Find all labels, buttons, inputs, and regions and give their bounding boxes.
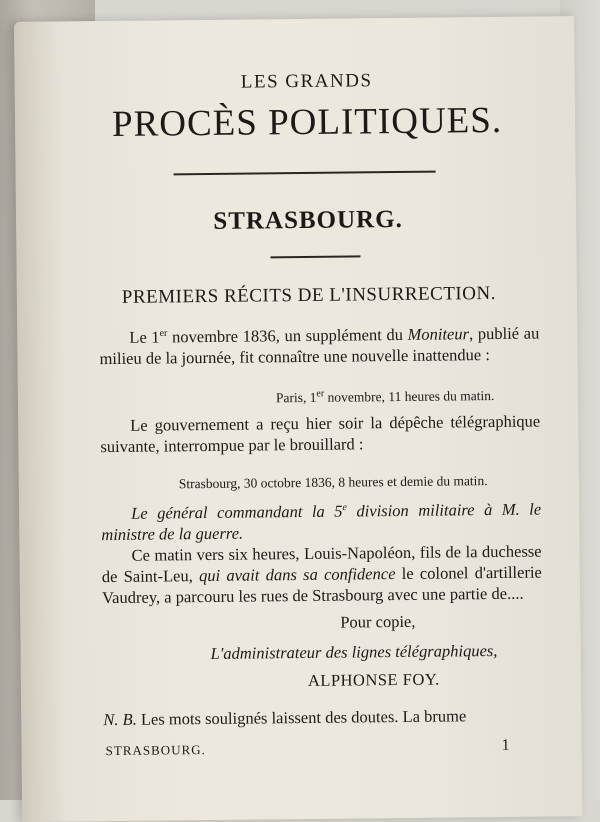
divider-long (174, 171, 436, 176)
closing-administrator: L'administrateur des lignes télégraphiques, (210, 640, 498, 663)
subsection-title: PREMIERS RÉCITS DE L'INSURRECTION. (121, 282, 497, 308)
section-title: STRASBOURG. (213, 205, 403, 235)
closing-pour-copie: Pour copie, (340, 611, 416, 632)
divider-short (270, 255, 360, 258)
running-footer-title: STRASBOURG. (105, 742, 206, 759)
note-paragraph: N. B. Les mots soulignés laissent des doutes. La brume (103, 706, 467, 730)
dateline-paris: Paris, 1er novembre, 11 heures du matin. (275, 387, 495, 406)
paragraph-2: Le gouvernement a reçu hier soir la dépêche télégraphique suivante, interrompue par le brouillard : (100, 411, 541, 457)
book-page (14, 16, 582, 822)
page-content (96, 16, 546, 759)
page-title: PROCÈS POLITIQUES. (111, 99, 503, 145)
series-title: LES GRANDS (240, 70, 373, 93)
paragraph-1: Le 1er novembre 1836, un supplément du Moniteur, publié au milieu de la journée, fit connaître une nouvelle inattendue : (99, 323, 540, 369)
dateline-strasbourg: Strasbourg, 30 octobre 1836, 8 heures et demie du matin. (178, 473, 488, 492)
closing-signature-name: ALPHONSE FOY. (307, 669, 440, 690)
paragraph-4: Ce matin vers six heures, Louis-Napoléon, fils de la duchesse de Saint-Leu, qui avait dans sa confidence le colonel d'artillerie Vaudrey, a parcouru les rues de Strasbourg avec une partie de.... (101, 541, 542, 608)
paragraph-3: Le général commandant la 5e division militaire à M. le ministre de la guerre. (101, 499, 542, 545)
page-number: 1 (501, 736, 510, 754)
